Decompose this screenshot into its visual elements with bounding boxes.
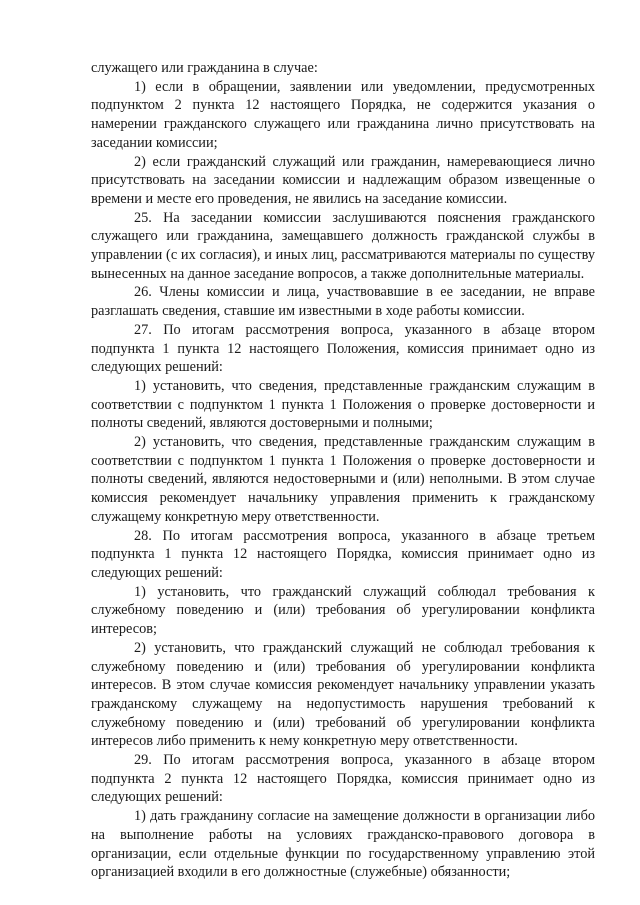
paragraph-27-item-1: 1) установить, что сведения, представленные гражданским служащим в соответствии с подпунктом 1 пункта 1 Положения о проверке достоверности и полноты сведений, являются достоверными и полными; <box>91 377 595 432</box>
paragraph-24-item-2: 2) если гражданский служащий или гражданин, намеревающиеся лично присутствовать на заседании комиссии и надлежащим образом извещенные о времени и месте его проведения, не явились на заседание комиссии. <box>91 153 595 207</box>
paragraph-28-item-1: 1) установить, что гражданский служащий соблюдал требования к служебному поведению и (или) требования об урегулировании конфликта интересов; <box>91 583 595 638</box>
paragraph-24-item-1: 1) если в обращении, заявлении или уведомлении, предусмотренных подпунктом 2 пункта 12 настоящего Порядка, не содержится указания о намерении гражданского служащего или гражданина лично присутствовать на заседании комиссии; <box>91 78 595 151</box>
document-page <box>91 59 595 882</box>
paragraph-27: 27. По итогам рассмотрения вопроса, указанного в абзаце втором подпункта 1 пункта 12 настоящего Положения, комиссия принимает одно из следующих решений: <box>91 321 595 376</box>
paragraph-28-item-2: 2) установить, что гражданский служащий не соблюдал требования к служебному поведению и (или) требования об урегулировании конфликта интересов. В этом случае комиссия рекомендует начальнику управлении указать гражданскому служащему на недопустимость нарушения требований к служебному поведению и (или) требований об урегулировании конфликта интересов либо применить к нему конкретную меру ответственности. <box>91 639 595 750</box>
paragraph-29: 29. По итогам рассмотрения вопроса, указанного в абзаце втором подпункта 2 пункта 12 настоящего Порядка, комиссия принимает одно из следующих решений: <box>91 752 595 806</box>
paragraph-29-item-1: 1) дать гражданину согласие на замещение должности в организации либо на выполнение работы на условиях гражданско-правового договора в организации, если отдельные функции по государственному управлению этой организацией входили в его должностные (служебные) обязанности; <box>91 808 595 881</box>
paragraph-27-item-2: 2) установить, что сведения, представленные гражданским служащим в соответствии с подпунктом 1 пункта 1 Положения о проверке достоверности и полноты сведений, являются недостоверными и (или) неполными. В этом случае комиссия рекомендует начальнику управления применить к гражданскому служащему конкретную меру ответственности. <box>91 434 595 525</box>
paragraph-continuation: служащего или гражданина в случае: <box>91 60 318 76</box>
paragraph-25: 25. На заседании комиссии заслушиваются пояснения гражданского служащего или гражданина, замещавшего должность гражданской службы в управлении (с их согласия), и иных лиц, рассматриваются материалы по существу вынесенных на данное заседание вопросов, а также дополнительные материалы. <box>91 209 595 282</box>
paragraph-28: 28. По итогам рассмотрения вопроса, указанного в абзаце третьем подпункта 1 пункта 12 настоящего Порядка, комиссия принимает одно из следующих решений: <box>91 527 595 581</box>
paragraph-26: 26. Члены комиссии и лица, участвовавшие в ее заседании, не вправе разглашать сведения, ставшие им известными в ходе работы комиссии. <box>91 284 595 320</box>
